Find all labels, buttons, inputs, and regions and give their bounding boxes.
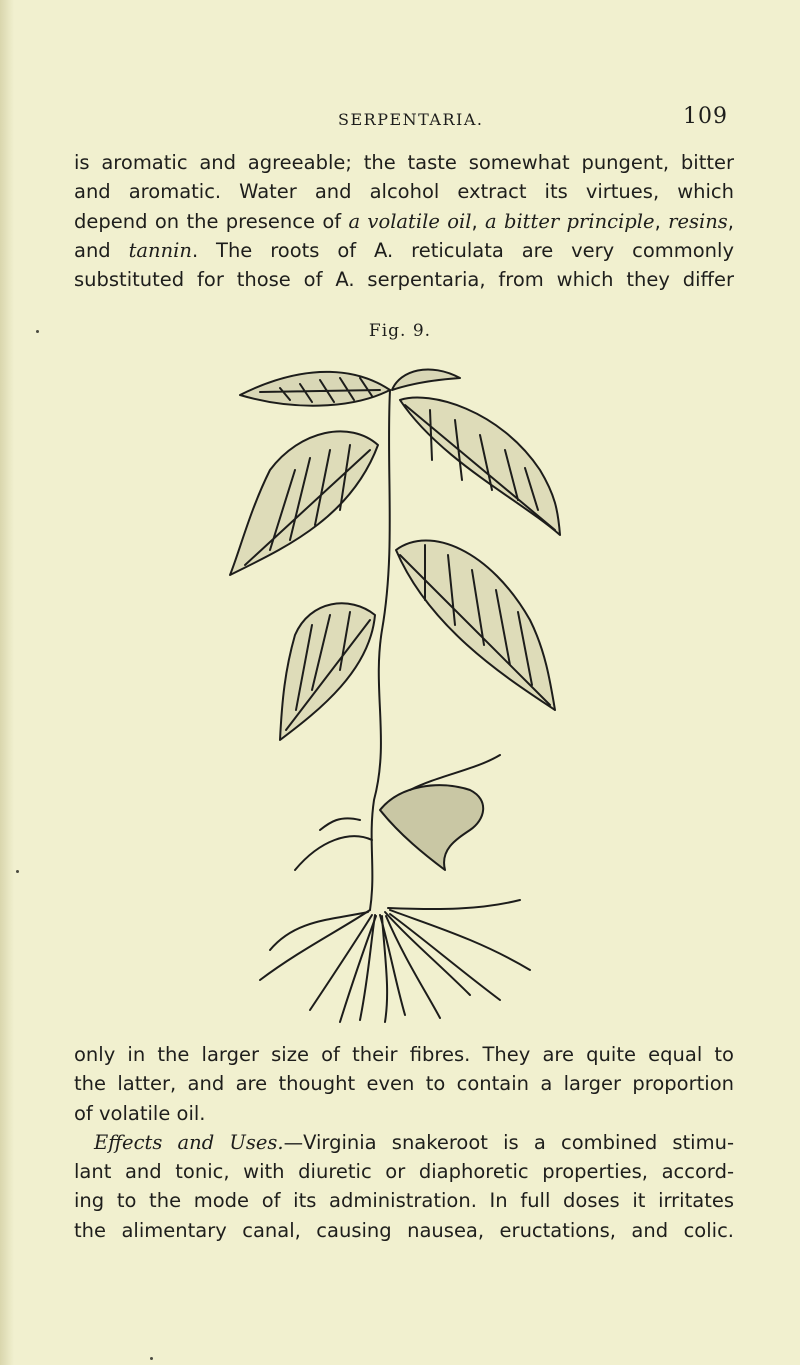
italic-term: tannin [128, 238, 192, 262]
running-title: SERPENTARIA. [338, 110, 484, 129]
text-line: of volatile oil. [74, 1101, 206, 1125]
text-line: and aromatic. Water and alcohol extract its virtues, which [74, 180, 734, 204]
section-heading: Effects and Uses. [94, 1130, 284, 1154]
page-number: 109 [683, 104, 728, 129]
text-line: only in the larger size of their fibres. They are quite equal to [74, 1043, 734, 1066]
italic-term: resins [668, 209, 728, 233]
paragraph-top [74, 148, 734, 294]
text-run: , [654, 209, 669, 233]
text-line [74, 207, 734, 236]
text-run: , [727, 209, 734, 233]
figure-caption: Fig. 9. [368, 321, 432, 341]
italic-term: a volatile oil [348, 209, 472, 233]
plant-illustration [200, 350, 620, 1030]
text-line: lant and tonic, with diuretic or diaphoretic properties, accord- [74, 1160, 734, 1184]
paper-speck [16, 870, 19, 873]
text-line [74, 1128, 734, 1157]
text-line: the latter, and are thought even to contain a larger proportion [74, 1072, 734, 1096]
paragraph-bottom [74, 1040, 734, 1245]
stem [370, 390, 390, 910]
italic-term: a bitter principle [485, 209, 655, 233]
text-line: substituted for those of A. serpentaria, from which they differ [74, 268, 734, 292]
paper-speck [150, 1357, 153, 1360]
text-line: ing to the mode of its administration. In full doses it irritates [74, 1189, 734, 1213]
flower [380, 785, 483, 870]
leaf [392, 369, 460, 390]
text-line [74, 236, 734, 265]
binding-shadow [0, 0, 14, 1365]
text-run: depend on the presence of [74, 209, 349, 233]
text-run: and [74, 238, 129, 262]
plant-engraving [200, 350, 620, 1030]
paper-speck [36, 330, 39, 333]
shoot [295, 836, 372, 870]
text-run: , [471, 209, 485, 233]
text-run: —Virginia snakeroot is a combined stimu- [283, 1130, 734, 1154]
text-line: is aromatic and agreeable; the taste somewhat pungent, bitter [74, 151, 734, 174]
text-run: . The roots of A. reticulata are very commonly [191, 238, 734, 262]
text-line: the alimentary canal, causing nausea, eructations, and colic. [74, 1218, 734, 1242]
roots [260, 900, 530, 1022]
leaf [230, 431, 378, 575]
running-head [0, 104, 800, 134]
